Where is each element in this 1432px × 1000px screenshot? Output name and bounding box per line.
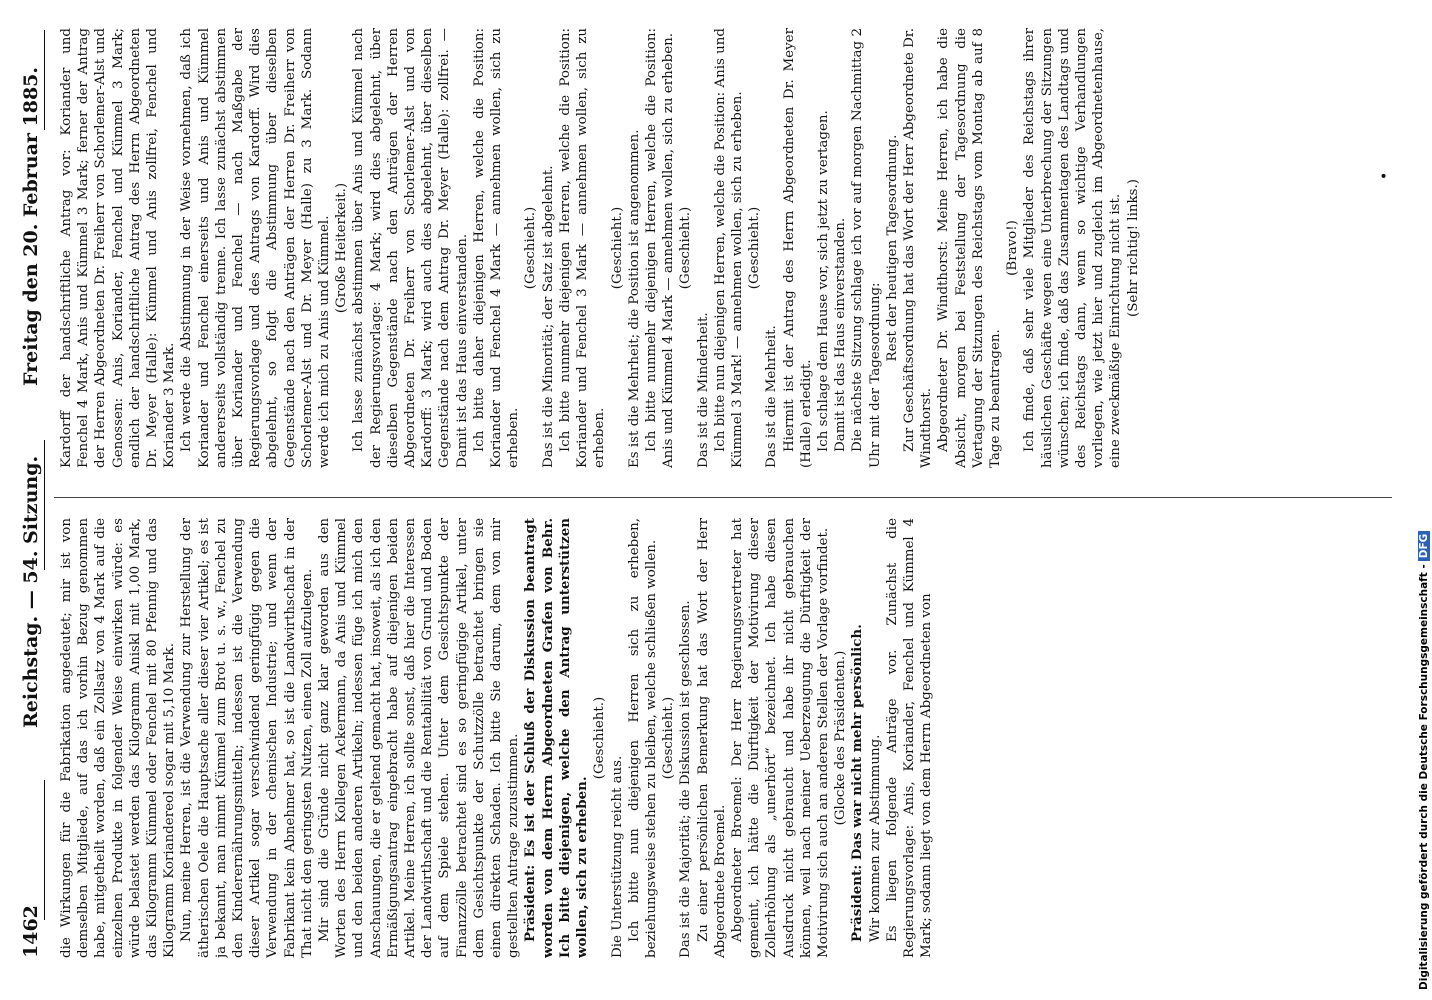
paragraph: Zu einer persönlichen Bemerkung hat das Wort der Herr Abgeordnete Broemel. (695, 518, 728, 958)
paragraph: Ich werde die Abstimmung in der Weise vornehmen, daß ich Koriander und Fenchel einerseits und Anis und Kümmel andererseits vollständig trenne. Ich lasse zunächst abstimmen über Koriander und Fenchel — nach Maßgabe der Regierungsvorlage und des Antrags von Kardorff. Wird dies abgelehnt, so folgt die Abstimmung über dieselben Gegenstände nach den Anträgen der Herren Dr. Freiherr von Schorlemer-Alst und Dr. Meyer (Halle) zu 3 Mark. Sodann werde ich mich zu Anis und Kümmel. (179, 28, 333, 468)
paragraph: Hiermit ist der Antrag des Herrn Abgeordneten Dr. Meyer (Halle) erledigt. (781, 28, 814, 468)
header-rule-middle (44, 440, 45, 570)
digitization-credit (1418, 10, 1432, 990)
paragraph: Ich bitte nun diejenigen Herren, welche die Position: Anis und Kümmel 3 Mark! — annehmen wollen, sich zu erheben. (712, 28, 745, 468)
paragraph: Kardorff der handschriftliche Antrag vor: Koriander und Fenchel 4 Mark, Anis und Kümmel 3 Mark; ferner der Antrag der Herren Abgeordneten Dr. Freiherr von Schorlemer-Alst und Genossen: Anis, Koriander, Fenchel und Kümmel 3 Mark; endlich der handschriftliche Antrag des Herrn Abgeordneten Dr. Meyer (Halle): Kümmel und Anis zollfrei, Fenchel und Koriander 3 Mark. (59, 28, 178, 468)
stage-direction: (Sehr richtig! links.) (1125, 179, 1141, 317)
paragraph: Ich lasse zunächst abstimmen über Anis und Kümmel nach der Regierungsvorlage: 4 Mark; wird dies abgelehnt, über dieselben Gegenstände nach den Anträgen der Herren Abgeordneten Dr. Freiherr von Schorlemer-Alst und von Kardorff: 3 Mark; wird auch dies abgelehnt, über dieselben Gegenstände nach dem Antrag Dr. Meyer (Halle): zollfrei. — Damit ist das Haus einverstanden. (351, 28, 470, 468)
page-header (14, 28, 48, 958)
paragraph: Ich bitte nunmehr diejenigen Herren, welche die Position: Koriander und Fenchel 3 Mark — annehmen wollen, sich zu erheben. (557, 28, 608, 468)
paragraph: Zur Geschäftsordnung hat das Wort der Herr Abgeordnete Dr. Windthorst. (901, 28, 935, 468)
stage-direction: (Geschieht.) (747, 206, 763, 290)
paragraph: Nun, meine Herren, ist die Verwendung zur Herstellung der ätherischen Oele die Hauptsache aller dieser vier Artikel; es ist ja bekannt, man nimmt Kümmel zum Brot u. s. w., Fenchel zu den Kinderernährungsmitteln; indessen ist die Verwendung dieser Artikel sogar verschwindend geringfügig gegen die Verwendung in der chemischen Industrie; und wenn der Fabrikant kein Abnehmer hat, so ist die Landwirthschaft in der That nicht den geringsten Nutzen, einen Zoll aufzulegen. (179, 518, 315, 958)
paragraph: Ich finde, daß sehr viele Mitglieder des Reichstags ihrer häuslichen Geschäfte wegen eine Unterbrechung der Sitzungen wünschen; ich finde, daß das Zusammentagen des Landtags und des Reichstags dann, wenn so wichtige Verhandlungen vorliegen, wie jetzt hier und zugleich im Abgeordnetenhause, eine zweckmäßige Einrichtung nicht ist. (1022, 28, 1124, 468)
stage-direction: (Glocke des Präsidenten.) (833, 650, 849, 826)
paragraph: Damit ist das Haus einverstanden. (833, 217, 849, 452)
stage-direction: (Geschieht.) (592, 696, 608, 780)
paragraph: Ich bitte daher diejenigen Herren, welche die Position: Koriander und Fenchel 4 Mark — annehmen wollen, sich zu erheben. (471, 28, 522, 468)
paragraph: Das ist die Minorität; der Satz ist abgelehnt. (540, 165, 556, 468)
agenda-item: Rest der heutigen Tagesordnung. (884, 134, 900, 362)
paragraph: Es ist die Mehrheit; die Position ist angenommen. (626, 129, 642, 468)
paragraph: Die nächste Sitzung schlage ich vor auf morgen Nachmittag 2 Uhr mit der Tagesordnung: (850, 28, 883, 468)
paragraph: Es liegen folgende Anträge vor. Zunächst die Regierungsvorlage: Anis, Koriander, Fenchel und Kümmel 4 Mark; sodann liegt von dem Herrn Abgeordneten von (884, 518, 935, 958)
session-title: Reichstag. — 54. Sitzung. (20, 455, 42, 728)
stage-direction: (Geschieht.) (678, 206, 694, 290)
paragraph: Die Unterstützung reicht aus. (609, 755, 625, 958)
digitization-sidebar (1414, 10, 1432, 990)
paragraph: Ich schlage dem Hause vor, sich jetzt zu vertagen. (815, 110, 831, 452)
stage-direction: (Bravo!) (1005, 220, 1021, 276)
paragraph: Das ist die Minderheit. (695, 312, 711, 468)
margin-mark: • (1377, 171, 1393, 180)
right-column (58, 28, 1388, 468)
speaker-paragraph: Abgeordneter Broemel: Der Herr Regierungsvertreter hat gemeint, ich hätte die Dürftigkeit der Motivirung dieser Zollerhöhung als „unerhört“ bezeichnet. Ich habe diesen Ausdruck nicht gebraucht und habe ihr nicht gebrauchen können, weil nach meiner Ueberzeugung die Dürftigkeit der Motivirung sich auch an anderen Stellen der Vorlage vorfindet. (729, 518, 831, 958)
paragraph: Wir kommen zur Abstimmung. (867, 734, 883, 942)
column-divider (54, 497, 1392, 498)
header-rule-left (44, 780, 45, 920)
speaker-paragraph: Abgeordneter Dr. Windthorst: Meine Herren, ich habe die Absicht, morgen bei Feststellung der Tagesordnung die Vertagung der Sitzungen des Reichstags vom Montag ab auf 8 Tage zu beantragen. (936, 28, 1003, 468)
stage-direction: (Geschieht.) (523, 206, 539, 290)
paragraph: die Wirkungen für die Fabrikation angedeutet; mir ist von demselben Mitgliede, auf das ich vorhin Bezug genommen habe, mitgetheilt worden, daß ein Zollsatz von 4 Mark auf die einzelnen Produkte in folgender Weise einwirken würde: es würde belastet werden das Kilogramm Aniskl mit 1,00 Mark, das Kilogramm Kümmel oder Fenchel mit 80 Pfennig und das Kilogramm Koriandereol sogar mit 5,10 Mark. (59, 518, 178, 958)
stage-direction: (Geschieht.) (661, 696, 677, 780)
paragraph: Ich bitte nun diejenigen Herren sich zu erheben, beziehungsweise stehen zu bleiben, welche schließen wollen. (626, 518, 659, 958)
stage-direction: (Große Heiterkeit.) (334, 182, 350, 314)
credit-text: Digitalisierung gefördert durch die Deutsche Forschungsgemeinschaft - (1418, 564, 1430, 990)
session-date: Freitag den 20. Februar 1885. (20, 66, 42, 386)
header-rule-right (44, 30, 45, 130)
speaker-paragraph: Präsident: Das war nicht mehr persönlich. (849, 624, 866, 942)
paragraph: Ich bitte nunmehr diejenigen Herren, welche die Position: Anis und Kümmel 4 Mark — annehmen wollen, sich zu erheben. (643, 28, 677, 468)
paragraph: Das ist die Majorität; die Diskussion ist geschlossen. (678, 600, 694, 958)
paragraph: Mir sind die Gründe nicht ganz klar geworden aus den Worten des Herrn Kollegen Ackermann, da Anis und Kümmel und den beiden anderen Artikeln; indessen füge ich mich den Anschauungen, die er geltend gemacht hat, insoweit, als ich den Ermäßigungsantrag eingebracht habe auf diejenigen beiden Artikel. Meine Herren, ich sollte sonst, daß hier die Interessen der Landwirthschaft und die Rentabilität von Grund und Boden auf dem Spiele stehen. Unter dem Gesichtspunkte der Finanzzölle betrachtet sind es so geringfügige Artikel, unter dem Gesichtspunkte der Schutzzölle betrachtet bringen sie einen direkten Schaden. Ich bitte Sie darum, dem von mir gestellten Antrage zuzustimmen. (317, 518, 522, 958)
left-column (58, 518, 1388, 958)
paragraph: Das ist die Mehrheit. (764, 325, 780, 468)
stage-direction: (Geschieht.) (609, 206, 625, 290)
dfg-logo-badge: DFG (1418, 531, 1430, 562)
speaker-paragraph: Präsident: Es ist der Schluß der Diskussion beantragt worden von dem Herrn Abgeordneten Grafen von Behr. Ich bitte diejenigen, welche den Antrag unterstützen wollen, sich zu erheben. (522, 518, 591, 958)
page-number: 1462 (20, 905, 42, 958)
